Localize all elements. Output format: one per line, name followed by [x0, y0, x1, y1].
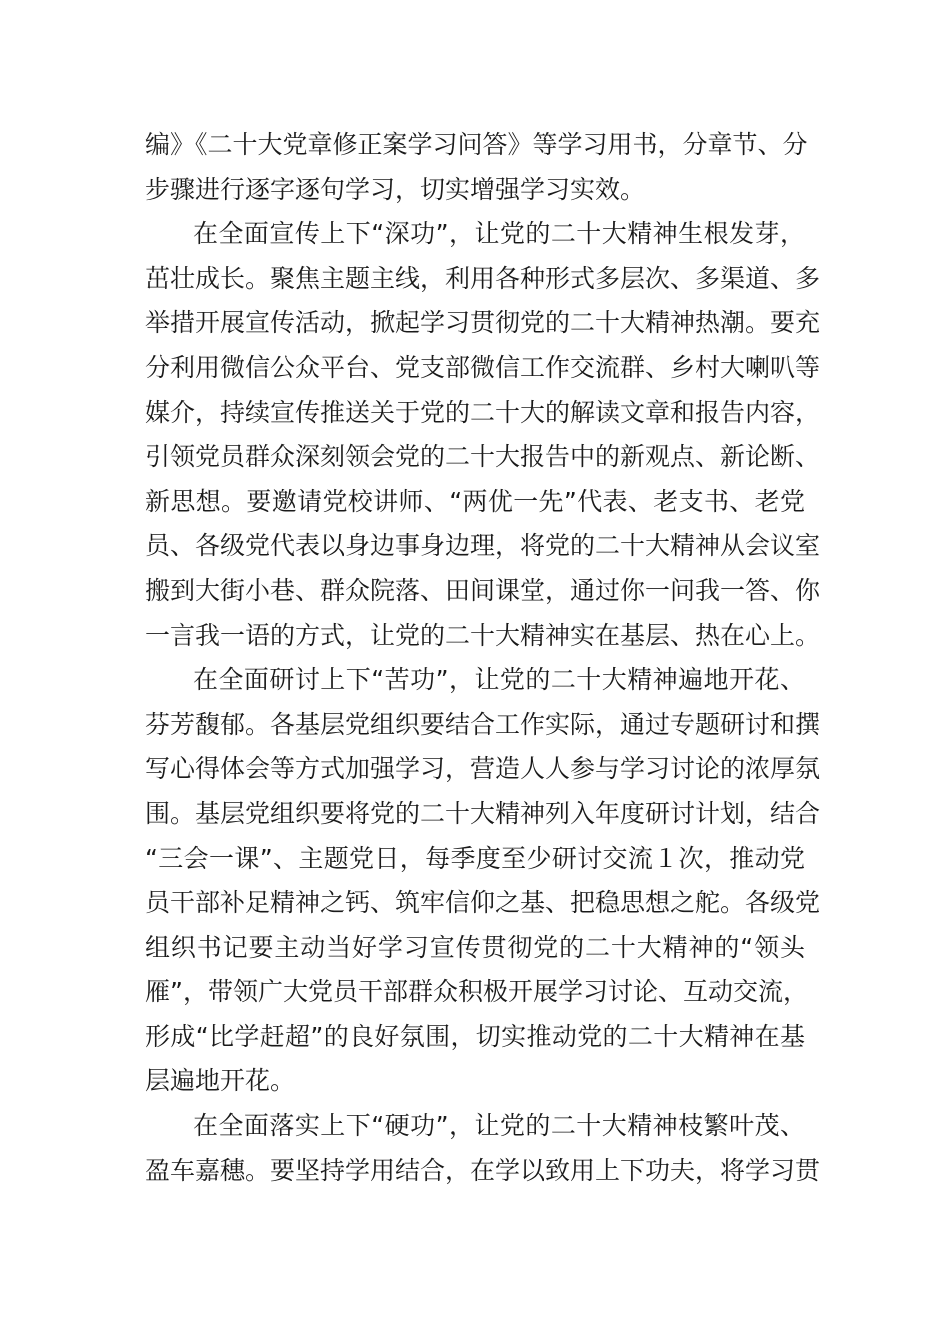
text-line: 编》《二十大党章修正案学习问答》等学习用书，分章节、分	[145, 130, 808, 159]
text-line: 一言我一语的方式，让党的二十大精神实在基层、热在心上。	[145, 620, 821, 650]
text-line: 芬芳馥郁。各基层党组织要结合工作实际，通过专题研讨和撰	[145, 709, 821, 739]
text-line: 写心得体会等方式加强学习，营造人人参与学习讨论的浓厚氛	[145, 754, 821, 784]
text-line: 步骤进行逐字逐句学习，切实增强学习实效。	[145, 174, 646, 204]
text-line: 举措开展宣传活动，掀起学习贯彻党的二十大精神热潮。要充	[145, 308, 821, 338]
paragraph-first-line: 在全面研讨上下“苦功”，让党的二十大精神遍地开花、	[193, 665, 805, 695]
text-line: 分利用微信公众平台、党支部微信工作交流群、乡村大喇叭等	[145, 352, 821, 382]
document-body	[145, 123, 821, 1193]
text-line: 形成“比学赶超”的良好氛围，切实推动党的二十大精神在基	[145, 1021, 805, 1051]
text-line: 媒介，持续宣传推送关于党的二十大的解读文章和报告内容，	[145, 397, 821, 427]
text-line: 茁壮成长。聚焦主题主线，利用各种形式多层次、多渠道、多	[145, 263, 821, 293]
text-line: 围。基层党组织要将党的二十大精神列入年度研讨计划，结合	[145, 798, 821, 828]
text-line: 引领党员群众深刻领会党的二十大报告中的新观点、新论断、	[145, 442, 821, 472]
paragraph-first-line: 在全面宣传上下“深功”，让党的二十大精神生根发芽，	[193, 219, 805, 249]
text-line: 搬到大街小巷、群众院落、田间课堂，通过你一问我一答、你	[145, 575, 821, 605]
text-line: 雁”，带领广大党员干部群众积极开展学习讨论、互动交流，	[145, 977, 808, 1007]
text-line: 员、各级党代表以身边事身边理，将党的二十大精神从会议室	[145, 531, 821, 561]
text-line: 盈车嘉穗。要坚持学用结合，在学以致用上下功夫，将学习贯	[145, 1155, 821, 1185]
text-line: 层遍地开花。	[145, 1066, 296, 1096]
text-line: 员干部补足精神之钙、筑牢信仰之基、把稳思想之舵。各级党	[145, 888, 821, 918]
paragraph-first-line: 在全面落实上下“硬功”，让党的二十大精神枝繁叶茂、	[193, 1111, 805, 1141]
text-line: 组织书记要主动当好学习宣传贯彻党的二十大精神的“领头	[145, 932, 805, 962]
text-line: 新思想。要邀请党校讲师、“两优一先”代表、老支书、老党	[145, 486, 805, 516]
text-line: “三会一课”、主题党日，每季度至少研讨交流１次，推动党	[145, 843, 805, 873]
